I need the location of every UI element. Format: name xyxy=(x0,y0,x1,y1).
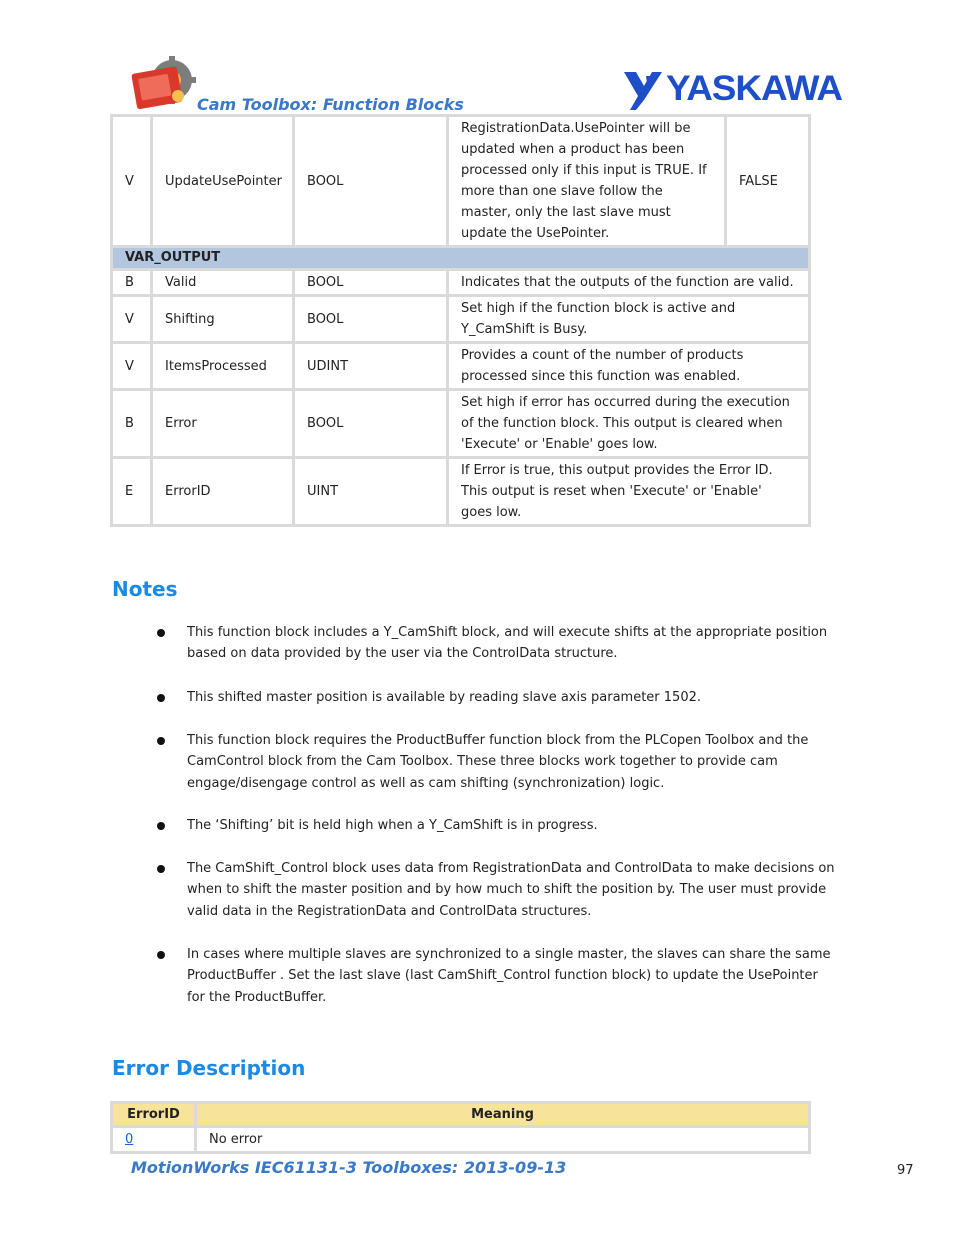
param-name: ErrorID xyxy=(152,458,294,526)
param-description: RegistrationData.UsePointer will be updated when a product has been processed only if this input is TRUE. If more than one slave follow the master, only the last slave must update the UsePointer. xyxy=(448,116,726,247)
param-name: Shifting xyxy=(152,296,294,343)
param-name: Valid xyxy=(152,270,294,296)
table-header-row xyxy=(112,1103,810,1127)
param-kind: V xyxy=(112,116,152,247)
parameters-table xyxy=(110,114,811,527)
param-kind: E xyxy=(112,458,152,526)
error-description-heading: Error Description xyxy=(112,1056,306,1080)
param-type: UINT xyxy=(294,458,448,526)
bullet-icon xyxy=(157,694,165,702)
header-title: Cam Toolbox: Function Blocks xyxy=(197,95,464,114)
param-name: Error xyxy=(152,390,294,458)
table-row xyxy=(112,390,810,458)
param-description: If Error is true, this output provides the Error ID. This output is reset when 'Execute' or 'Enable' goes low. xyxy=(448,458,810,526)
note-item: This function block requires the ProductBuffer function block from the PLCopen Toolbox and the CamControl block from the Cam Toolbox. These three blocks work together to provide cam engage/disengage control as well as cam shifting (synchronization) logic. xyxy=(187,733,809,791)
page-number: 97 xyxy=(897,1163,914,1178)
param-type: BOOL xyxy=(294,390,448,458)
bullet-icon xyxy=(157,737,165,745)
column-header-errorid: ErrorID xyxy=(112,1103,196,1127)
param-description: Set high if the function block is active and Y_CamShift is Busy. xyxy=(448,296,810,343)
footer-text: MotionWorks IEC61131-3 Toolboxes: 2013-09-13 xyxy=(131,1158,567,1177)
section-label: VAR_OUTPUT xyxy=(112,247,810,270)
yaskawa-logo xyxy=(622,66,844,110)
cam-toolbox-logo xyxy=(128,56,200,112)
param-type: BOOL xyxy=(294,116,448,247)
param-description: Set high if error has occurred during the execution of the function block. This output is cleared when 'Execute' or 'Enable' goes low. xyxy=(448,390,810,458)
note-item: This function block includes a Y_CamShift block, and will execute shifts at the appropriate position based on data provided by the user via the ControlData structure. xyxy=(187,625,828,662)
table-row xyxy=(112,270,810,296)
bullet-icon xyxy=(157,629,165,637)
yaskawa-logo-text: YASKAWA xyxy=(666,69,843,108)
bullet-icon xyxy=(157,822,165,830)
param-name: ItemsProcessed xyxy=(152,343,294,390)
param-type: BOOL xyxy=(294,296,448,343)
error-id-link[interactable]: 0 xyxy=(125,1132,134,1147)
param-description: Indicates that the outputs of the function are valid. xyxy=(448,270,810,296)
param-default: FALSE xyxy=(726,116,810,247)
param-description: Provides a count of the number of products processed since this function was enabled. xyxy=(448,343,810,390)
section-row xyxy=(112,247,810,270)
note-item: In cases where multiple slaves are synchronized to a single master, the slaves can share the same ProductBuffer . Set the last slave (last CamShift_Control function block) to update the UsePointer for the ProductBuffer. xyxy=(187,947,831,1005)
table-row xyxy=(112,296,810,343)
error-id-cell xyxy=(112,1127,196,1153)
error-table xyxy=(110,1101,811,1154)
note-item: The ‘Shifting’ bit is held high when a Y_CamShift is in progress. xyxy=(187,818,598,833)
param-kind: B xyxy=(112,390,152,458)
param-kind: V xyxy=(112,343,152,390)
note-item: The CamShift_Control block uses data from RegistrationData and ControlData to make decisions on when to shift the master position and by how much to shift the position by. The user must provide valid data in the RegistrationData and ControlData structures. xyxy=(187,861,835,919)
bullet-icon xyxy=(157,865,165,873)
param-kind: B xyxy=(112,270,152,296)
param-name: UpdateUsePointer xyxy=(152,116,294,247)
param-type: UDINT xyxy=(294,343,448,390)
column-header-meaning: Meaning xyxy=(196,1103,810,1127)
table-row xyxy=(112,343,810,390)
error-meaning: No error xyxy=(196,1127,810,1153)
table-row xyxy=(112,458,810,526)
bullet-icon xyxy=(157,951,165,959)
param-kind: V xyxy=(112,296,152,343)
note-item: This shifted master position is available by reading slave axis parameter 1502. xyxy=(187,690,701,705)
table-row xyxy=(112,116,810,247)
param-type: BOOL xyxy=(294,270,448,296)
table-row xyxy=(112,1127,810,1153)
notes-heading: Notes xyxy=(112,577,178,601)
